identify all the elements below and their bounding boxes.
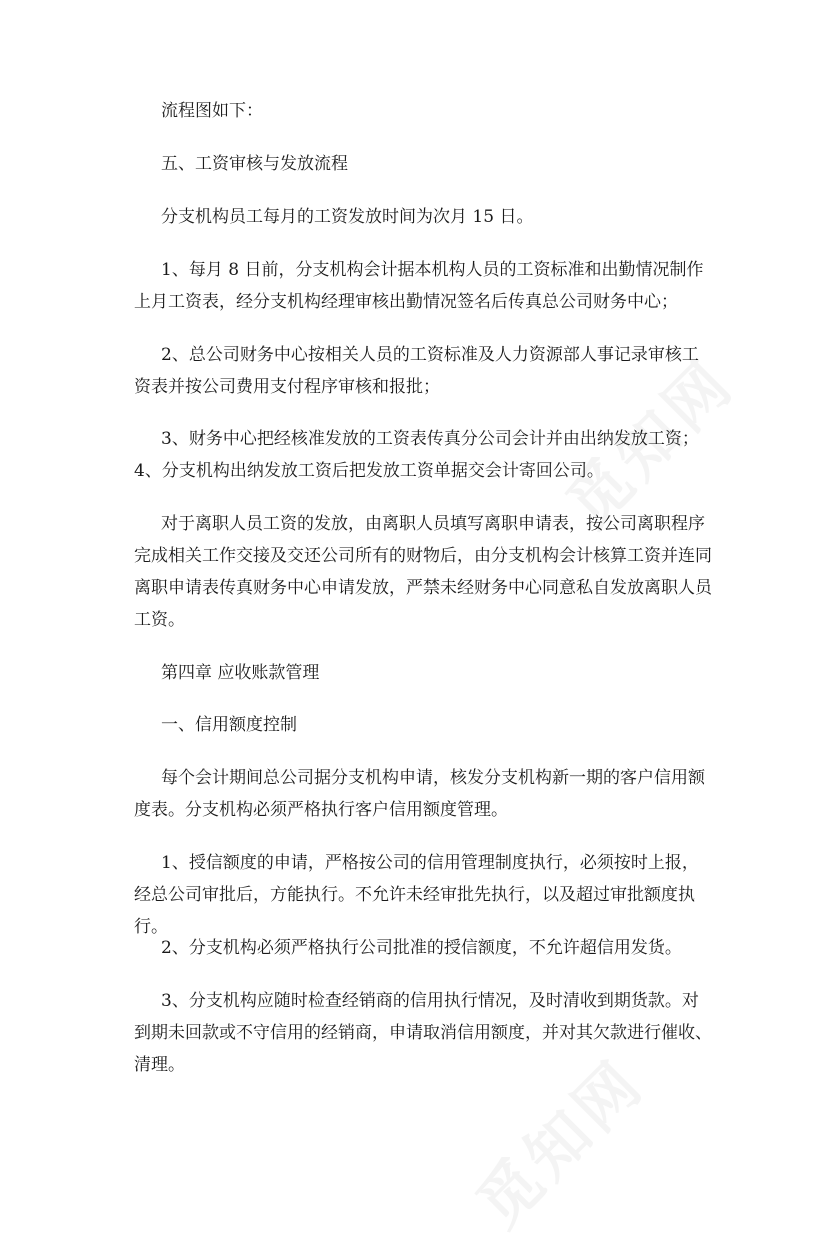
paragraph-step-3: 3、财务中心把经核准发放的工资表传真分公司会计并由出纳发放工资； (161, 429, 699, 449)
section-heading-salary-process: 五、工资审核与发放流程 (161, 154, 348, 174)
paragraph-credit-table: 每个会计期间总公司据分支机构申请，核发分支机构新一期的客户信用额度表。分支机构必须严格执行客户信用额度管理。 (134, 768, 705, 820)
section-heading-credit-control: 一、信用额度控制 (161, 715, 297, 735)
chapter-heading-receivables: 第四章 应收账款管理 (161, 663, 320, 683)
watermark: 觅知网 (552, 345, 749, 541)
paragraph-resignation-pay: 对于离职人员工资的发放，由离职人员填写离职申请表，按公司离职程序完成相关工作交接及交还公司所有的财物后，由分支机构会计核算工资并连同离职申请表传真财务中心申请发放，严禁未经财务中心同意私自发放离职人员工资。 (134, 514, 712, 630)
paragraph-flowchart-intro: 流程图如下： (161, 101, 263, 121)
watermark-bottom: 觅知网 (462, 1045, 659, 1241)
paragraph-step-2: 2、总公司财务中心按相关人员的工资标准及人力资源部人事记录审核工资表并按公司费用支付程序审核和报批； (134, 345, 699, 397)
paragraph-credit-item-1: 1、授信额度的申请，严格按公司的信用管理制度执行，必须按时上报，经总公司审批后，方能执行。不允许未经审批先执行，以及超过审批额度执行。 (134, 853, 699, 937)
paragraph-credit-item-2: 2、分支机构必须严格执行公司批准的授信额度，不允许超信用发货。 (161, 938, 682, 958)
paragraph-pay-date: 分支机构员工每月的工资发放时间为次月 15 日。 (161, 207, 534, 227)
paragraph-step-1: 1、每月 8 日前，分支机构会计据本机构人员的工资标准和出勤情况制作上月工资表，经分支机构经理审核出勤情况签名后传真总公司财务中心； (134, 260, 704, 312)
paragraph-step-4: 4、分支机构出纳发放工资后把发放工资单据交会计寄回公司。 (134, 461, 604, 481)
paragraph-credit-item-3: 3、分支机构应随时检查经销商的信用执行情况，及时清收到期货款。对到期未回款或不守信用的经销商，申请取消信用额度，并对其欠款进行催收、清理。 (134, 991, 712, 1075)
